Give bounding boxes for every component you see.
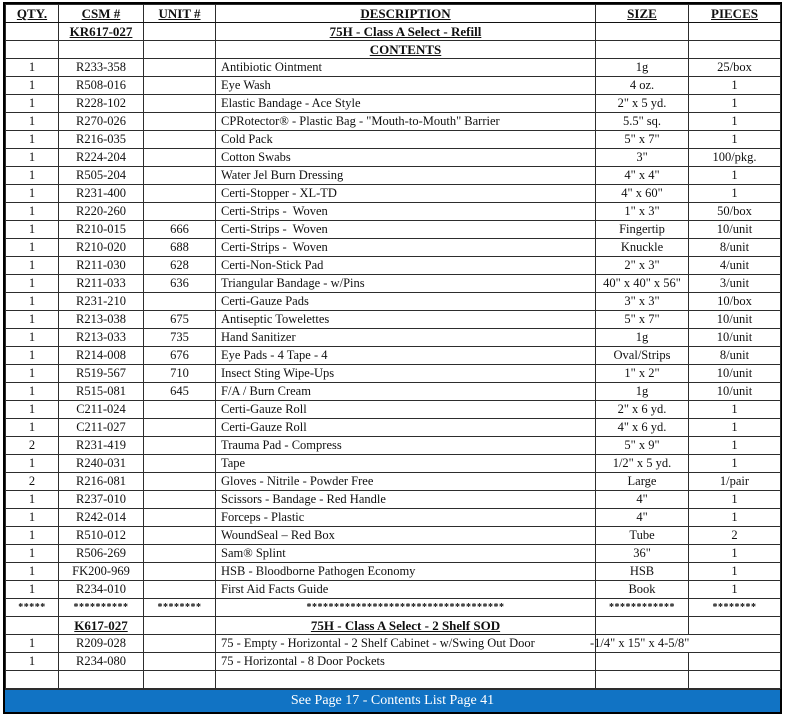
table-row <box>6 617 781 635</box>
description-cell: Cold Pack <box>216 131 596 149</box>
pieces-cell: 1 <box>689 167 781 185</box>
csm-cell: R209-028 <box>59 635 144 653</box>
table-row <box>6 203 781 221</box>
description-cell: Certi-Stopper - XL-TD <box>216 185 596 203</box>
size-cell <box>596 653 689 671</box>
qty-cell: 1 <box>6 149 59 167</box>
description-cell: Insect Sting Wipe-Ups <box>216 365 596 383</box>
csm-cell: C211-027 <box>59 419 144 437</box>
pieces-column-header: PIECES <box>689 5 781 23</box>
table-row <box>6 185 781 203</box>
description-cell: Forceps - Plastic <box>216 509 596 527</box>
description-cell: Antiseptic Towelettes <box>216 311 596 329</box>
csm-cell: R224-204 <box>59 149 144 167</box>
size-cell: 1g <box>596 59 689 77</box>
size-column-header: SIZE <box>596 5 689 23</box>
table-row <box>6 131 781 149</box>
unit-cell: 645 <box>144 383 216 401</box>
csm-cell: R505-204 <box>59 167 144 185</box>
description-cell: Certi-Gauze Roll <box>216 419 596 437</box>
qty-cell: 1 <box>6 95 59 113</box>
size-cell: 1/2" x 5 yd. <box>596 455 689 473</box>
pieces-cell: 50/box <box>689 203 781 221</box>
qty-cell: 1 <box>6 365 59 383</box>
csm-cell: R234-080 <box>59 653 144 671</box>
qty-cell: 1 <box>6 293 59 311</box>
overflowing-size-text: -1/4" x 15" x 4-5/8" <box>590 636 690 650</box>
unit-cell <box>144 527 216 545</box>
pieces-cell: 3/unit <box>689 275 781 293</box>
qty-cell: 1 <box>6 401 59 419</box>
pieces-cell: 10/unit <box>689 311 781 329</box>
qty-cell: 1 <box>6 203 59 221</box>
pieces-cell: 10/box <box>689 293 781 311</box>
table-row <box>6 329 781 347</box>
unit-cell <box>144 653 216 671</box>
qty-cell <box>6 617 59 635</box>
table-row <box>6 437 781 455</box>
unit-cell <box>144 401 216 419</box>
unit-cell <box>144 167 216 185</box>
size-cell: 1g <box>596 383 689 401</box>
qty-cell: 1 <box>6 491 59 509</box>
csm-cell: R231-419 <box>59 437 144 455</box>
table-row <box>6 347 781 365</box>
table-row <box>6 113 781 131</box>
csm-cell <box>59 41 144 59</box>
description-cell: Certi-Strips - Woven <box>216 239 596 257</box>
qty-cell: 1 <box>6 527 59 545</box>
qty-cell: 1 <box>6 113 59 131</box>
pieces-cell: 1 <box>689 509 781 527</box>
table-row <box>6 275 781 293</box>
size-cell: Oval/Strips <box>596 347 689 365</box>
csm-cell: R508-016 <box>59 77 144 95</box>
qty-cell: 1 <box>6 509 59 527</box>
pieces-cell: 1 <box>689 113 781 131</box>
description-cell: First Aid Facts Guide <box>216 581 596 599</box>
csm-cell: R220-260 <box>59 203 144 221</box>
description-cell: WoundSeal – Red Box <box>216 527 596 545</box>
size-cell <box>590 635 781 653</box>
table-row <box>6 365 781 383</box>
description-cell: Eye Pads - 4 Tape - 4 <box>216 347 596 365</box>
size-cell: 2" x 3" <box>596 257 689 275</box>
pieces-cell: ******** <box>689 599 781 617</box>
size-cell: 4" x 6 yd. <box>596 419 689 437</box>
csm-cell: R231-400 <box>59 185 144 203</box>
pieces-cell: 1 <box>689 455 781 473</box>
description-cell: ************************************ <box>216 599 596 617</box>
description-cell: Antibiotic Ointment <box>216 59 596 77</box>
qty-cell: 1 <box>6 167 59 185</box>
qty-cell: 1 <box>6 275 59 293</box>
csm-cell: R242-014 <box>59 509 144 527</box>
table-row <box>6 383 781 401</box>
unit-cell <box>144 131 216 149</box>
description-cell: Water Jel Burn Dressing <box>216 167 596 185</box>
size-cell: Fingertip <box>596 221 689 239</box>
pieces-cell: 2 <box>689 527 781 545</box>
csm-cell: R214-008 <box>59 347 144 365</box>
pieces-cell: 1 <box>689 545 781 563</box>
description-cell: Certi-Gauze Pads <box>216 293 596 311</box>
unit-cell <box>144 617 216 635</box>
qty-cell <box>6 671 59 689</box>
unit-cell <box>144 509 216 527</box>
unit-cell <box>144 635 216 653</box>
pieces-cell <box>689 617 781 635</box>
pieces-cell: 10/unit <box>689 365 781 383</box>
table-row <box>6 293 781 311</box>
description-cell <box>216 671 596 689</box>
qty-cell: 1 <box>6 311 59 329</box>
table-row <box>6 221 781 239</box>
table-row <box>6 401 781 419</box>
qty-cell: 1 <box>6 221 59 239</box>
qty-cell: 1 <box>6 419 59 437</box>
size-cell: 2" x 5 yd. <box>596 95 689 113</box>
description-cell: 75 - Horizontal - 8 Door Pockets <box>216 653 596 671</box>
size-cell <box>596 23 689 41</box>
parts-table <box>5 4 781 689</box>
table-row <box>6 149 781 167</box>
parts-list-sheet <box>3 2 782 714</box>
size-cell: Tube <box>596 527 689 545</box>
csm-cell: R228-102 <box>59 95 144 113</box>
description-cell: CPRotector® - Plastic Bag - "Mouth-to-Mouth" Barrier <box>216 113 596 131</box>
unit-cell <box>144 455 216 473</box>
pieces-cell: 1 <box>689 581 781 599</box>
unit-cell <box>144 41 216 59</box>
description-cell: HSB - Bloodborne Pathogen Economy <box>216 563 596 581</box>
description-cell: Scissors - Bandage - Red Handle <box>216 491 596 509</box>
description-cell: Eye Wash <box>216 77 596 95</box>
size-cell: 4" <box>596 491 689 509</box>
size-cell: 2" x 6 yd. <box>596 401 689 419</box>
description-cell: CONTENTS <box>216 41 596 59</box>
size-cell: 1" x 2" <box>596 365 689 383</box>
csm-cell: R510-012 <box>59 527 144 545</box>
pieces-cell: 8/unit <box>689 347 781 365</box>
pieces-cell: 4/unit <box>689 257 781 275</box>
pieces-cell: 10/unit <box>689 383 781 401</box>
unit-cell <box>144 59 216 77</box>
csm-cell: R210-015 <box>59 221 144 239</box>
csm-cell: R234-010 <box>59 581 144 599</box>
description-cell: F/A / Burn Cream <box>216 383 596 401</box>
qty-cell: 1 <box>6 545 59 563</box>
csm-cell: R210-020 <box>59 239 144 257</box>
pieces-cell: 1 <box>689 491 781 509</box>
csm-cell: R213-038 <box>59 311 144 329</box>
pieces-cell: 10/unit <box>689 221 781 239</box>
size-cell: 5" x 7" <box>596 311 689 329</box>
qty-cell: 2 <box>6 437 59 455</box>
csm-cell: R216-081 <box>59 473 144 491</box>
qty-cell: 1 <box>6 563 59 581</box>
size-cell: ************ <box>596 599 689 617</box>
unit-cell <box>144 149 216 167</box>
size-cell: 5" x 9" <box>596 437 689 455</box>
table-row <box>6 581 781 599</box>
csm-cell: R515-081 <box>59 383 144 401</box>
unit-cell: 666 <box>144 221 216 239</box>
qty-cell: 1 <box>6 329 59 347</box>
description-column-header: DESCRIPTION <box>216 5 596 23</box>
size-cell: 36" <box>596 545 689 563</box>
description-cell: Elastic Bandage - Ace Style <box>216 95 596 113</box>
size-cell: 5" x 7" <box>596 131 689 149</box>
description-cell: 75H - Class A Select - 2 Shelf SOD <box>216 617 596 635</box>
qty-cell: ***** <box>6 599 59 617</box>
table-row <box>6 77 781 95</box>
size-cell: 3" <box>596 149 689 167</box>
pieces-cell <box>689 671 781 689</box>
description-cell: Triangular Bandage - w/Pins <box>216 275 596 293</box>
table-row <box>6 419 781 437</box>
description-cell: Cotton Swabs <box>216 149 596 167</box>
table-row <box>6 563 781 581</box>
footer-note: See Page 17 - Contents List Page 41 <box>5 689 780 712</box>
unit-cell <box>144 545 216 563</box>
size-cell: Book <box>596 581 689 599</box>
table-row <box>6 311 781 329</box>
size-cell: 4" <box>596 509 689 527</box>
size-cell: 4" x 4" <box>596 167 689 185</box>
description-cell: Certi-Non-Stick Pad <box>216 257 596 275</box>
csm-cell: R506-269 <box>59 545 144 563</box>
pieces-cell: 1 <box>689 401 781 419</box>
unit-cell: 628 <box>144 257 216 275</box>
unit-cell <box>144 671 216 689</box>
table-row <box>6 239 781 257</box>
description-cell: 75H - Class A Select - Refill <box>216 23 596 41</box>
size-cell: Large <box>596 473 689 491</box>
qty-cell: 1 <box>6 347 59 365</box>
pieces-cell: 25/box <box>689 59 781 77</box>
csm-cell: R519-567 <box>59 365 144 383</box>
csm-cell: R231-210 <box>59 293 144 311</box>
csm-cell: R216-035 <box>59 131 144 149</box>
pieces-cell: 1 <box>689 563 781 581</box>
table-row <box>6 671 781 689</box>
csm-cell <box>59 671 144 689</box>
unit-cell: 636 <box>144 275 216 293</box>
unit-cell: 688 <box>144 239 216 257</box>
unit-cell <box>144 77 216 95</box>
header-row <box>6 5 781 23</box>
size-cell: 5.5" sq. <box>596 113 689 131</box>
unit-cell <box>144 491 216 509</box>
pieces-cell: 1/pair <box>689 473 781 491</box>
unit-cell <box>144 113 216 131</box>
unit-cell <box>144 419 216 437</box>
description-cell: Certi-Strips - Woven <box>216 221 596 239</box>
csm-cell: R211-033 <box>59 275 144 293</box>
description-cell: 75 - Empty - Horizontal - 2 Shelf Cabinet - w/Swing Out Door <box>216 635 596 653</box>
qty-column-header: QTY. <box>6 5 59 23</box>
pieces-cell: 1 <box>689 131 781 149</box>
table-row <box>6 635 781 653</box>
csm-cell: R213-033 <box>59 329 144 347</box>
table-row <box>6 167 781 185</box>
qty-cell: 1 <box>6 185 59 203</box>
pieces-cell: 1 <box>689 437 781 455</box>
size-cell: HSB <box>596 563 689 581</box>
unit-cell <box>144 473 216 491</box>
table-row <box>6 257 781 275</box>
qty-cell: 1 <box>6 635 59 653</box>
csm-cell: K617-027 <box>59 617 144 635</box>
csm-cell: FK200-969 <box>59 563 144 581</box>
unit-cell <box>144 203 216 221</box>
table-row <box>6 23 781 41</box>
pieces-cell: 1 <box>689 77 781 95</box>
size-cell <box>596 41 689 59</box>
qty-cell: 1 <box>6 59 59 77</box>
table-row <box>6 59 781 77</box>
csm-cell: KR617-027 <box>59 23 144 41</box>
pieces-cell: 1 <box>689 185 781 203</box>
unit-cell <box>144 293 216 311</box>
unit-column-header: UNIT # <box>144 5 216 23</box>
csm-cell: R233-358 <box>59 59 144 77</box>
size-cell: 3" x 3" <box>596 293 689 311</box>
csm-cell: ********** <box>59 599 144 617</box>
table-row <box>6 599 781 617</box>
pieces-cell: 10/unit <box>689 329 781 347</box>
qty-cell <box>6 41 59 59</box>
size-cell: 1g <box>596 329 689 347</box>
pieces-cell <box>689 23 781 41</box>
size-cell: 4 oz. <box>596 77 689 95</box>
csm-cell: R211-030 <box>59 257 144 275</box>
pieces-cell <box>689 41 781 59</box>
size-cell: 40" x 40" x 56" <box>596 275 689 293</box>
qty-cell: 2 <box>6 473 59 491</box>
qty-cell <box>6 23 59 41</box>
size-cell <box>596 617 689 635</box>
description-cell: Hand Sanitizer <box>216 329 596 347</box>
qty-cell: 1 <box>6 653 59 671</box>
table-row <box>6 545 781 563</box>
unit-cell <box>144 95 216 113</box>
size-cell: 4" x 60" <box>596 185 689 203</box>
table-row <box>6 509 781 527</box>
unit-cell <box>144 23 216 41</box>
unit-cell: ******** <box>144 599 216 617</box>
pieces-cell: 1 <box>689 419 781 437</box>
table-body <box>6 23 781 689</box>
description-cell: Certi-Strips - Woven <box>216 203 596 221</box>
description-cell: Sam® Splint <box>216 545 596 563</box>
table-row <box>6 653 781 671</box>
pieces-cell <box>689 653 781 671</box>
unit-cell <box>144 185 216 203</box>
qty-cell: 1 <box>6 257 59 275</box>
pieces-cell: 100/pkg. <box>689 149 781 167</box>
table-row <box>6 95 781 113</box>
csm-cell: R240-031 <box>59 455 144 473</box>
unit-cell <box>144 437 216 455</box>
description-cell: Tape <box>216 455 596 473</box>
size-cell <box>596 671 689 689</box>
unit-cell <box>144 563 216 581</box>
size-cell: 1" x 3" <box>596 203 689 221</box>
description-cell: Gloves - Nitrile - Powder Free <box>216 473 596 491</box>
table-row <box>6 455 781 473</box>
unit-cell <box>144 581 216 599</box>
table-row <box>6 527 781 545</box>
qty-cell: 1 <box>6 131 59 149</box>
description-cell: Trauma Pad - Compress <box>216 437 596 455</box>
csm-cell: R270-026 <box>59 113 144 131</box>
pieces-cell: 8/unit <box>689 239 781 257</box>
unit-cell: 675 <box>144 311 216 329</box>
qty-cell: 1 <box>6 455 59 473</box>
csm-cell: C211-024 <box>59 401 144 419</box>
table-row <box>6 491 781 509</box>
size-cell: Knuckle <box>596 239 689 257</box>
qty-cell: 1 <box>6 239 59 257</box>
description-cell: Certi-Gauze Roll <box>216 401 596 419</box>
qty-cell: 1 <box>6 77 59 95</box>
unit-cell: 676 <box>144 347 216 365</box>
qty-cell: 1 <box>6 383 59 401</box>
unit-cell: 710 <box>144 365 216 383</box>
table-row <box>6 41 781 59</box>
unit-cell: 735 <box>144 329 216 347</box>
table-row <box>6 473 781 491</box>
csm-cell: R237-010 <box>59 491 144 509</box>
qty-cell: 1 <box>6 581 59 599</box>
csm-column-header: CSM # <box>59 5 144 23</box>
pieces-cell: 1 <box>689 95 781 113</box>
